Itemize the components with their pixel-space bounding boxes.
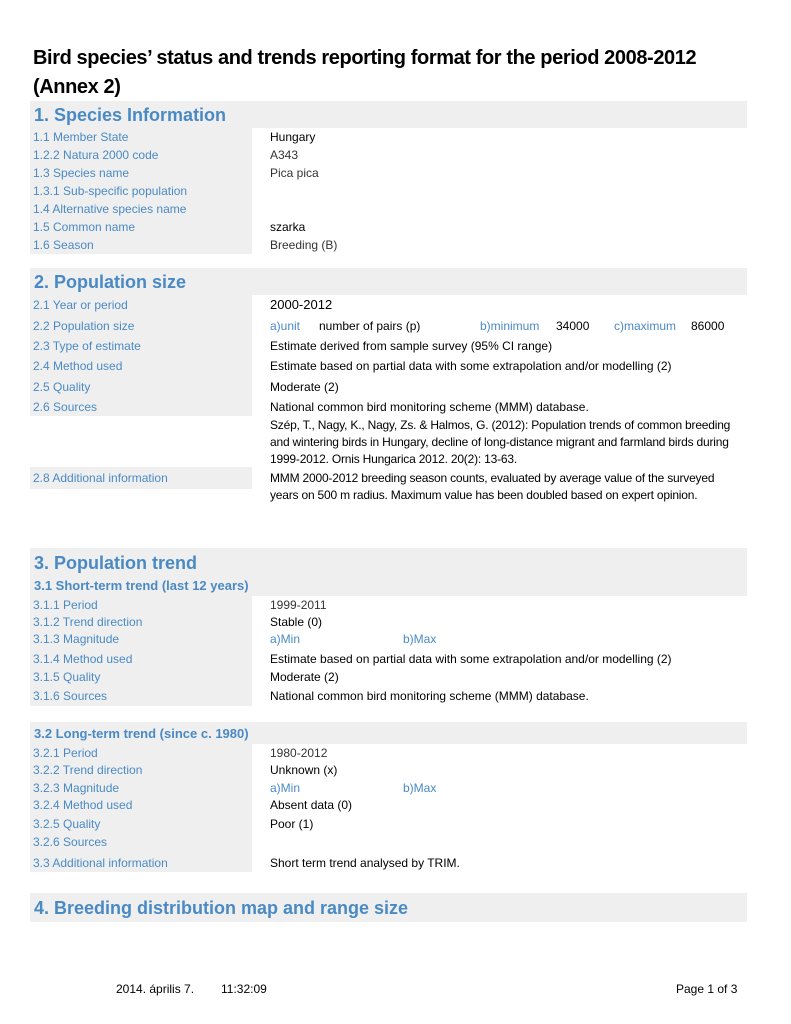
value-long-trend-direction: Unknown (x) — [270, 763, 338, 777]
label-long-period: 3.2.1 Period — [33, 746, 98, 760]
section-2-label-column-a — [30, 295, 252, 416]
value-type-of-estimate: Estimate derived from sample survey (95% CI range) — [270, 339, 553, 353]
label-common-name: 1.5 Common name — [33, 220, 136, 234]
label-long-trend-direction: 3.2.2 Trend direction — [33, 763, 143, 777]
label-short-quality: 3.1.5 Quality — [33, 670, 101, 684]
value-method-used: Estimate based on partial data with some extrapolation and/or modelling (2) — [270, 359, 672, 373]
title-line-2: (Annex 2) — [33, 76, 121, 98]
long-max-label: b)Max — [403, 781, 437, 795]
label-short-sources: 3.1.6 Sources — [33, 689, 108, 703]
label-quality: 2.5 Quality — [33, 380, 91, 394]
short-max-label: b)Max — [403, 632, 437, 646]
minimum-value: 34000 — [556, 319, 590, 333]
maximum-value: 86000 — [691, 319, 725, 333]
unit-label: a)unit — [270, 319, 301, 333]
unit-value: number of pairs (p) — [319, 319, 421, 333]
section-4-title: 4. Breeding distribution map and range size — [34, 898, 409, 918]
label-member-state: 1.1 Member State — [33, 130, 129, 144]
label-type-of-estimate: 2.3 Type of estimate — [33, 339, 141, 353]
label-short-trend-direction: 3.1.2 Trend direction — [33, 615, 143, 629]
value-season: Breeding (B) — [270, 238, 338, 252]
label-species-name: 1.3 Species name — [33, 166, 130, 180]
section-2-title: 2. Population size — [34, 272, 187, 292]
short-min-label: a)Min — [270, 632, 301, 646]
value-short-period: 1999-2011 — [270, 598, 327, 612]
short-term-trend-title: 3.1 Short-term trend (last 12 years) — [34, 578, 249, 593]
label-short-magnitude: 3.1.3 Magnitude — [33, 632, 120, 646]
value-species-name: Pica pica — [270, 166, 319, 180]
value-long-period: 1980-2012 — [270, 746, 328, 760]
label-natura-code: 1.2.2 Natura 2000 code — [33, 148, 159, 162]
value-long-quality: Poor (1) — [270, 817, 314, 831]
value-short-trend-direction: Stable (0) — [270, 615, 323, 629]
label-long-sources: 3.2.6 Sources — [33, 835, 108, 849]
label-season: 1.6 Season — [33, 238, 94, 252]
value-quality: Moderate (2) — [270, 380, 339, 394]
label-short-period: 3.1.1 Period — [33, 598, 98, 612]
value-natura-code: A343 — [270, 148, 299, 162]
footer-time: 11:32:09 — [221, 982, 267, 996]
section-3-title: 3. Population trend — [34, 553, 198, 573]
label-long-quality: 3.2.5 Quality — [33, 817, 101, 831]
label-year-period: 2.1 Year or period — [33, 298, 128, 312]
label-population-size: 2.2 Population size — [33, 319, 135, 333]
value-short-quality: Moderate (2) — [270, 670, 339, 684]
long-term-trend-title: 3.2 Long-term trend (since c. 1980) — [34, 726, 249, 741]
label-additional-info: 2.8 Additional information — [33, 471, 168, 485]
label-trend-additional-info: 3.3 Additional information — [33, 856, 168, 870]
long-min-label: a)Min — [270, 781, 301, 795]
value-sources-1: National common bird monitoring scheme (MMM) database. — [270, 400, 589, 414]
label-long-magnitude: 3.2.3 Magnitude — [33, 781, 120, 795]
label-subspecific-population: 1.3.1 Sub-specific population — [33, 184, 188, 198]
value-trend-additional-info: Short term trend analysed by TRIM. — [270, 856, 460, 870]
value-sources-2: Szép, T., Nagy, K., Nagy, Zs. & Halmos, G. (2012): Population trends of common breeding and wintering birds in Hungary, decline of long-distance migrant and farmland birds during 1999-2012. Ornis Hungarica 2012. 20(2): 13-63. — [270, 418, 731, 466]
maximum-label: c)maximum — [614, 319, 676, 333]
label-alternative-name: 1.4 Alternative species name — [33, 202, 187, 216]
value-additional-info: MMM 2000-2012 breeding season counts, evaluated by average value of the surveyed years on 500 m radius. Maximum value has been doubled based on expert opinion. — [270, 471, 715, 502]
value-member-state: Hungary — [270, 130, 316, 144]
title-line-1: Bird species’ status and trends reporting format for the period 2008-2012 — [33, 47, 697, 69]
document-title — [33, 44, 763, 102]
value-short-sources: National common bird monitoring scheme (MMM) database. — [270, 689, 589, 703]
footer-date: 2014. április 7. — [116, 982, 195, 996]
section-1-title: 1. Species Information — [34, 105, 227, 125]
value-short-method: Estimate based on partial data with some extrapolation and/or modelling (2) — [270, 652, 672, 666]
value-year-period: 2000-2012 — [270, 297, 333, 312]
value-common-name: szarka — [270, 220, 306, 234]
footer-page-number: Page 1 of 3 — [676, 982, 738, 996]
label-method-used: 2.4 Method used — [33, 359, 123, 373]
minimum-label: b)minimum — [480, 319, 540, 333]
value-long-method: Absent data (0) — [270, 798, 353, 812]
label-long-method: 3.2.4 Method used — [33, 798, 133, 812]
label-short-method: 3.1.4 Method used — [33, 652, 133, 666]
label-sources: 2.6 Sources — [33, 400, 98, 414]
